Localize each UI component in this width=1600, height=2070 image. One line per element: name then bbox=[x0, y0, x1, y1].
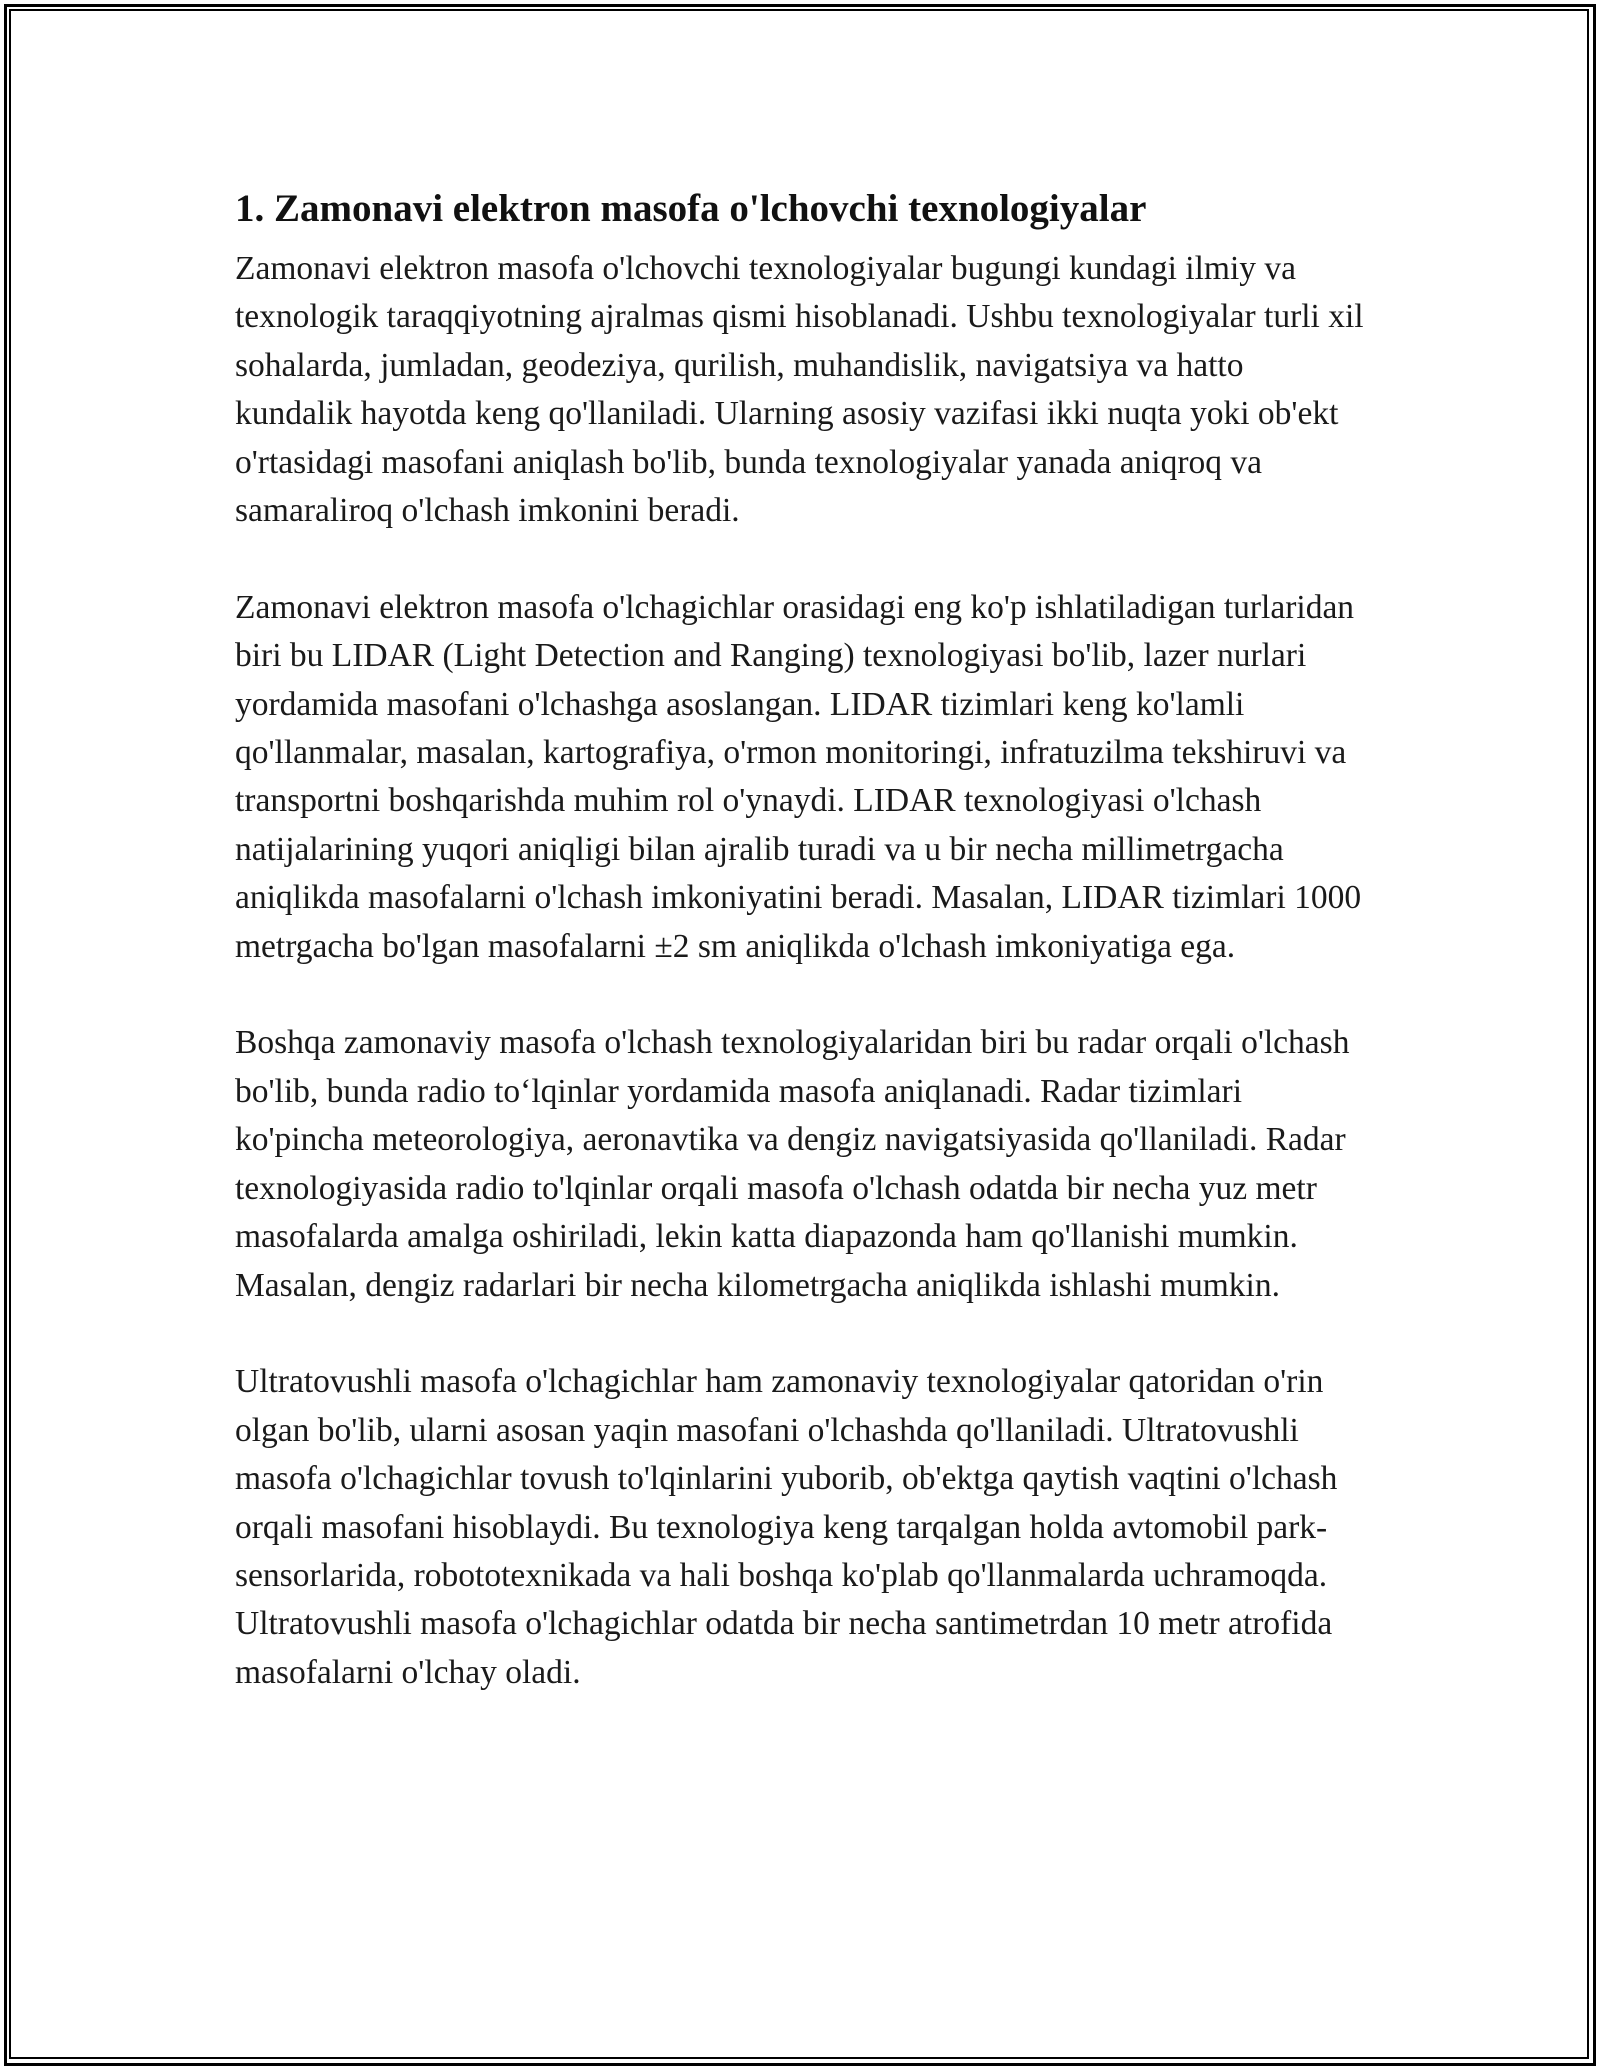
paragraph-radar: Boshqa zamonaviy masofa o'lchash texnologiyalaridan biri bu radar orqali o'lchash bo'lib, bunda radio to‘lqinlar yordamida masofa aniqlanadi. Radar tizimlari ko'pincha meteorologiya, aeronavtika va dengiz navigatsiyasida qo'llaniladi. Radar texnologiyasida radio to'lqinlar orqali masofa o'lchash odatda bir necha yuz metr masofalarda amalga oshiriladi, lekin katta diapazonda ham qo'llanishi mumkin. Masalan, dengiz radarlari bir necha kilometrgacha aniqlikda ishlashi mumkin. bbox=[235, 1024, 1350, 1304]
section-heading: 1. Zamonavi elektron masofa o'lchovchi texnologiyalar bbox=[235, 187, 1147, 230]
paragraph-ultrasonic: Ultratovushli masofa o'lchagichlar ham zamonaviy texnologiyalar qatoridan o'rin olgan bo'lib, ularni asosan yaqin masofani o'lchashda qo'llaniladi. Ultratovushli masofa o'lchagichlar tovush to'lqinlarini yuborib, ob'ektga qaytish vaqtini o'lchash orqali masofani hisoblaydi. Bu texnologiya keng tarqalgan holda avtomobil park-sensorlarida, robototexnikada va hali boshqa ko'plab qo'llanmalarda uchramoqda. Ultratovushli masofa o'lchagichlar odatda bir necha santimetrdan 10 metr atrofida masofalarni o'lchay oladi. bbox=[235, 1363, 1338, 1691]
paragraph-intro: Zamonavi elektron masofa o'lchovchi texnologiyalar bugungi kundagi ilmiy va texnologik taraqqiyotning ajralmas qismi hisoblanadi. Ushbu texnologiyalar turli xil sohalarda, jumladan, geodeziya, qurilish, muhandislik, navigatsiya va hatto kundalik hayotda keng qo'llaniladi. Ularning asosiy vazifasi ikki nuqta yoki ob'ekt o'rtasidagi masofani aniqlash bo'lib, bunda texnologiyalar yanada aniqroq va samaraliroq o'lchash imkonini beradi. bbox=[235, 250, 1364, 530]
document-body bbox=[235, 183, 1365, 1697]
paragraph-lidar: Zamonavi elektron masofa o'lchagichlar orasidagi eng ko'p ishlatiladigan turlaridan biri bu LIDAR (Light Detection and Ranging) texnologiyasi bo'lib, lazer nurlari yordamida masofani o'lchashga asoslangan. LIDAR tizimlari keng ko'lamli qo'llanmalar, masalan, kartografiya, o'rmon monitoringi, infratuzilma tekshiruvi va transportni boshqarishda muhim rol o'ynaydi. LIDAR texnologiyasi o'lchash natijalarining yuqori aniqligi bilan ajralib turadi va u bir necha millimetrgacha aniqlikda masofalarni o'lchash imkoniyatini beradi. Masalan, LIDAR tizimlari 1000 metrgacha bo'lgan masofalarni ±2 sm aniqlikda o'lchash imkoniyatiga ega. bbox=[235, 588, 1362, 965]
